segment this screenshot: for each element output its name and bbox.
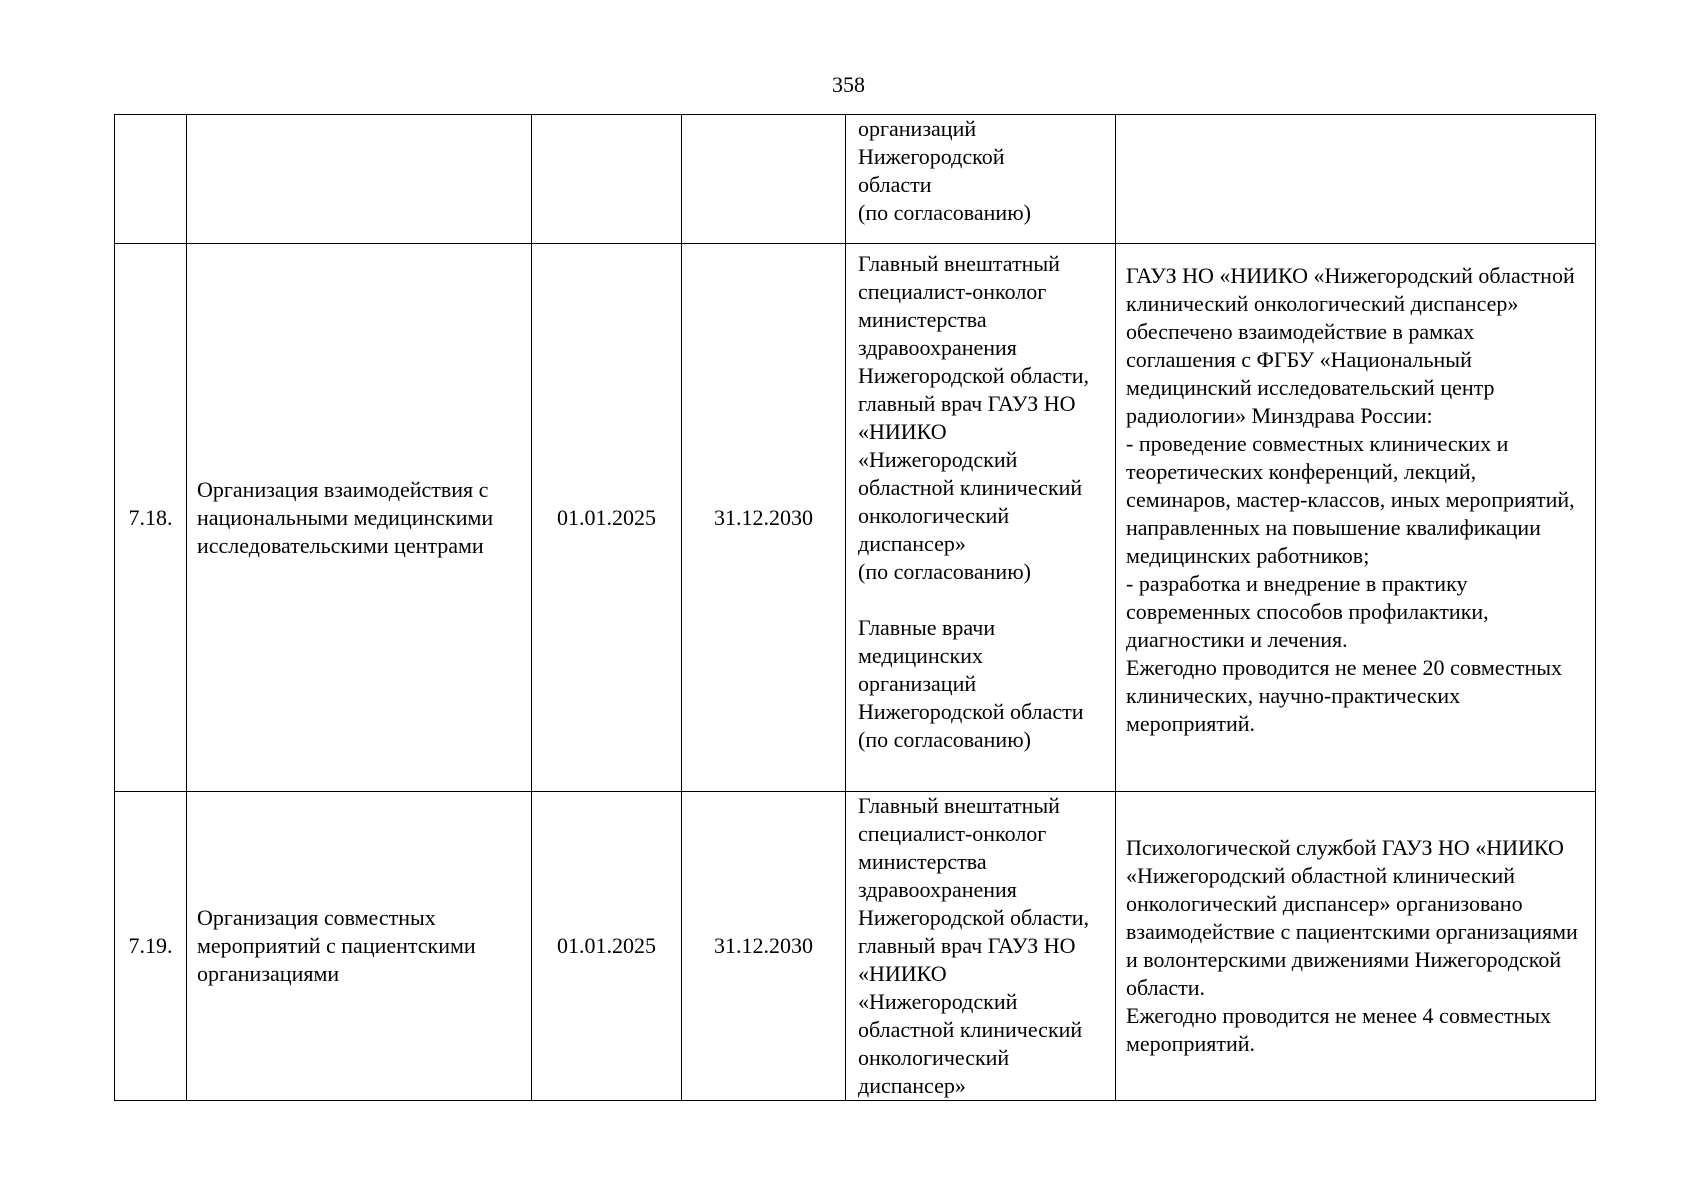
activity-name-cell xyxy=(187,115,532,244)
table-row xyxy=(115,244,1596,792)
page-number: 358 xyxy=(832,72,865,97)
result-cell: Психологической службой ГАУЗ НО «НИИКО «Нижегородский областной клинический онкологический диспансер» организовано взаимодействие с пациентскими организациями и волонтерскими движениями Нижегородской области. Ежегодно проводится не менее 4 совместных мероприятий. xyxy=(1116,792,1596,1101)
table-row xyxy=(115,792,1596,1101)
row-number-cell: 7.19. xyxy=(115,792,187,1101)
row-number-cell: 7.18. xyxy=(115,244,187,792)
activity-name-cell: Организация взаимодействия с национальными медицинскими исследовательскими центрами xyxy=(187,244,532,792)
table-row xyxy=(115,115,1596,244)
end-date-cell xyxy=(682,115,846,244)
activity-name-cell: Организация совместных мероприятий с пациентскими организациями xyxy=(187,792,532,1101)
responsible-cell: Главный внештатный специалист-онколог министерства здравоохранения Нижегородской области, главный врач ГАУЗ НО «НИИКО «Нижегородский областной клинический онкологический диспансер» xyxy=(846,792,1116,1101)
result-cell: ГАУЗ НО «НИИКО «Нижегородский областной клинический онкологический диспансер» обеспечено взаимодействие в рамках соглашения с ФГБУ «Национальный медицинский исследовательский центр радиологии» Минздрава России: - проведение совместных клинических и теоретических конференций, лекций, семинаров, мастер-классов, иных мероприятий, направленных на повышение квалификации медицинских работников; - разработка и внедрение в практику современных способов профилактики, диагностики и лечения. Ежегодно проводится не менее 20 совместных клинических, научно-практических мероприятий. xyxy=(1116,244,1596,792)
end-date-cell: 31.12.2030 xyxy=(682,792,846,1101)
start-date-cell: 01.01.2025 xyxy=(532,244,682,792)
end-date-cell: 31.12.2030 xyxy=(682,244,846,792)
row-number-cell xyxy=(115,115,187,244)
responsible-cell: Главный внештатный специалист-онколог министерства здравоохранения Нижегородской области, главный врач ГАУЗ НО «НИИКО «Нижегородский областной клинический онкологический диспансер» (по согласованию) Главные врачи медицинских организаций Нижегородской области (по согласованию) xyxy=(846,244,1116,792)
result-cell xyxy=(1116,115,1596,244)
responsible-cell: организаций Нижегородской области (по согласованию) xyxy=(846,115,1116,244)
start-date-cell: 01.01.2025 xyxy=(532,792,682,1101)
start-date-cell xyxy=(532,115,682,244)
activities-table xyxy=(114,114,1596,1101)
